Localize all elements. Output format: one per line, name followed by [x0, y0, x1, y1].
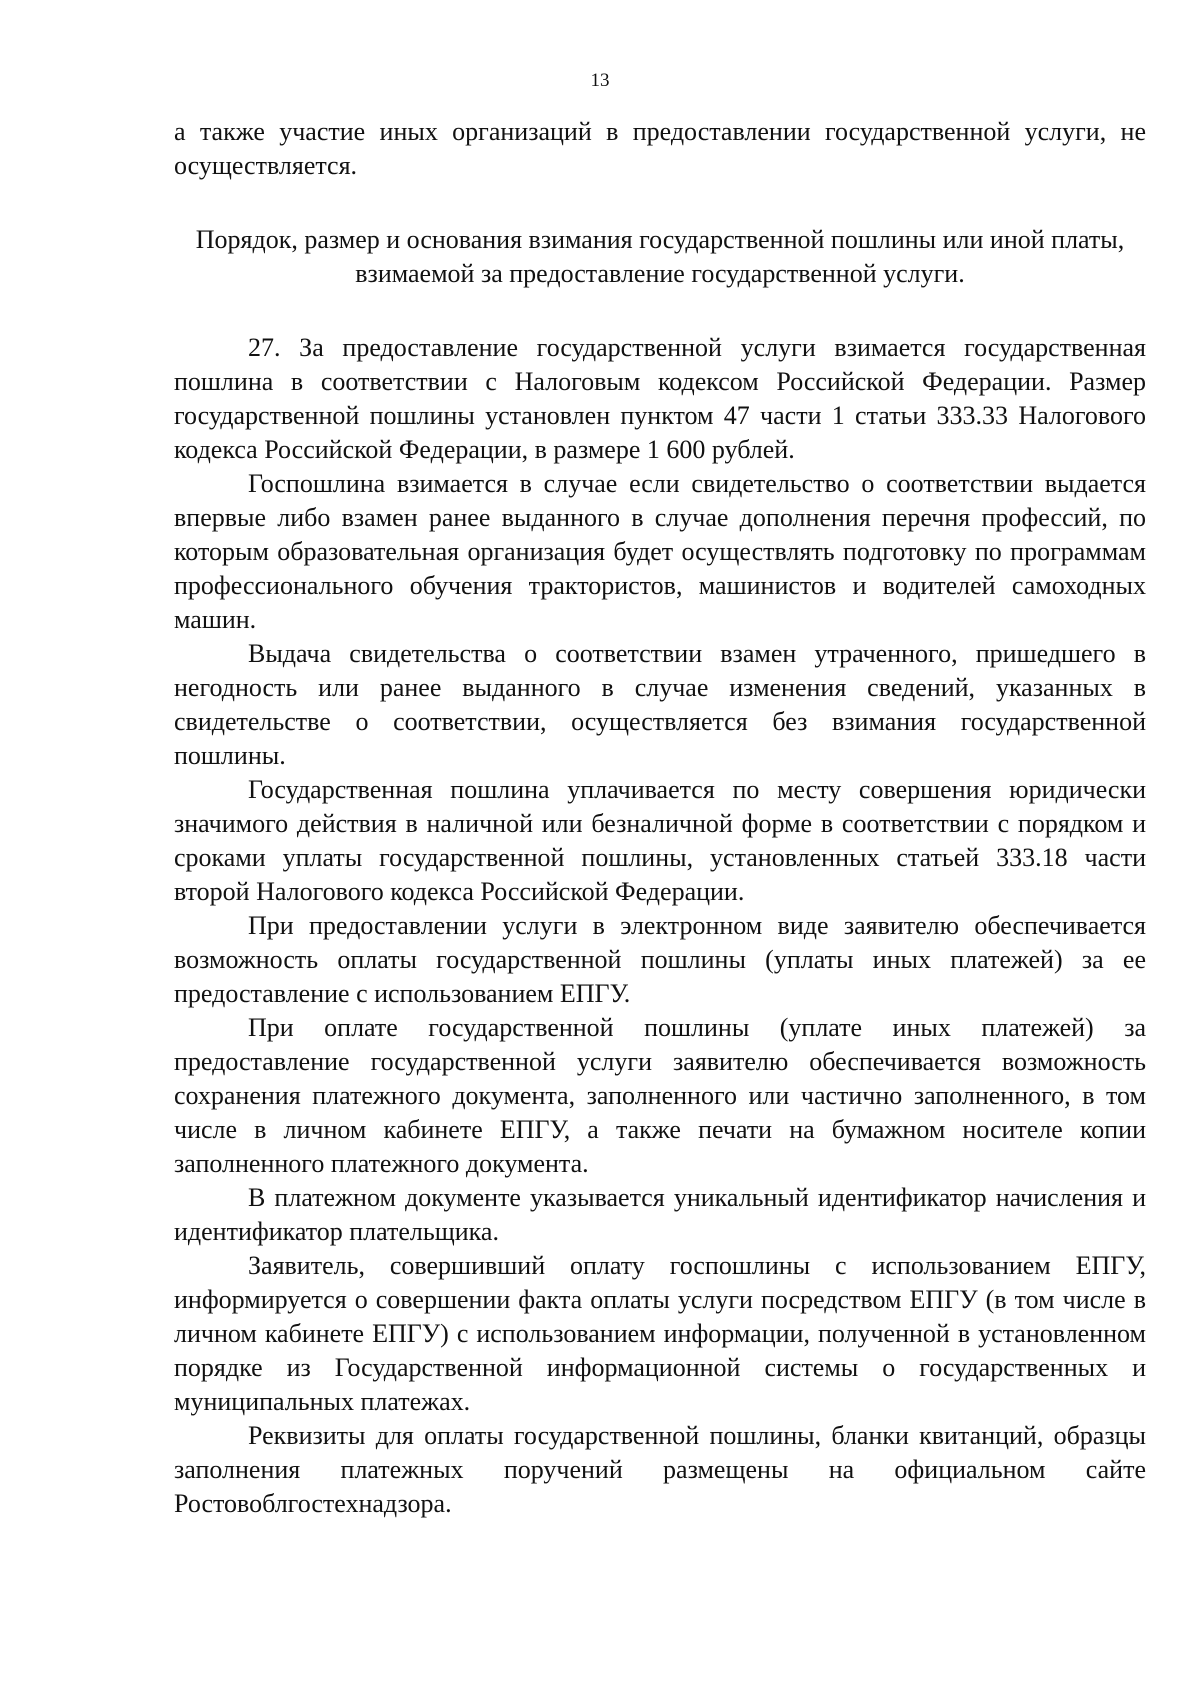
paragraph-no-fee: Выдача свидетельства о соответствии взамен утраченного, пришедшего в негодность или ранее выданного в случае изменения сведений, указанных в свидетельстве о соответствии, осуществляется без взимания государственной пошлины. — [174, 639, 1146, 770]
paragraph-requisites: Реквизиты для оплаты государственной пошлины, бланки квитанций, образцы заполнения платежных поручений размещены на официальном сайте Ростовоблгостехнадзора. — [174, 1421, 1146, 1518]
paragraph-notification: Заявитель, совершивший оплату госпошлины с использованием ЕПГУ, информируется о совершении факта оплаты услуги посредством ЕПГУ (в том числе в личном кабинете ЕПГУ) с использованием информации, полученной в установленном порядке из Государственной информационной системы о государственных и муниципальных платежах. — [174, 1251, 1146, 1416]
section-heading: Порядок, размер и основания взимания государственной пошлины или иной платы, взимаемой за предоставление государственной услуги. — [195, 225, 1125, 288]
paragraph-electronic-payment: При предоставлении услуги в электронном виде заявителю обеспечивается возможность оплаты государственной пошлины (уплаты иных платежей) за ее предоставление с использованием ЕПГУ. — [174, 911, 1146, 1008]
continuation-paragraph: а также участие иных организаций в предоставлении государственной услуги, не осуществляется. — [174, 117, 1146, 180]
paragraph-identifier: В платежном документе указывается уникальный идентификатор начисления и идентификатор плательщика. — [174, 1183, 1146, 1246]
document-body — [174, 115, 1146, 1521]
paragraph-payment-place: Государственная пошлина уплачивается по месту совершения юридически значимого действия в наличной или безналичной форме в соответствии с порядком и сроками уплаты государственной пошлины, установленных статьей 333.18 части второй Налогового кодекса Российской Федерации. — [174, 775, 1146, 906]
paragraph-fee-cases: Госпошлина взимается в случае если свидетельство о соответствии выдается впервые либо взамен ранее выданного в случае дополнения перечня профессий, по которым образовательная организация будет осуществлять подготовку по программам профессионального обучения трактористов, машинистов и водителей самоходных машин. — [174, 469, 1146, 634]
page-number: 13 — [590, 70, 610, 91]
paragraph-27: 27. За предоставление государственной услуги взимается государственная пошлина в соответствии с Налоговым кодексом Российской Федерации. Размер государственной пошлины установлен пунктом 47 части 1 статьи 333.33 Налогового кодекса Российской Федерации, в размере 1 600 рублей. — [174, 333, 1146, 464]
paragraph-save-document: При оплате государственной пошлины (уплате иных платежей) за предоставление государственной услуги заявителю обеспечивается возможность сохранения платежного документа, заполненного или частично заполненного, в том числе в личном кабинете ЕПГУ, а также печати на бумажном носителе копии заполненного платежного документа. — [174, 1013, 1146, 1178]
